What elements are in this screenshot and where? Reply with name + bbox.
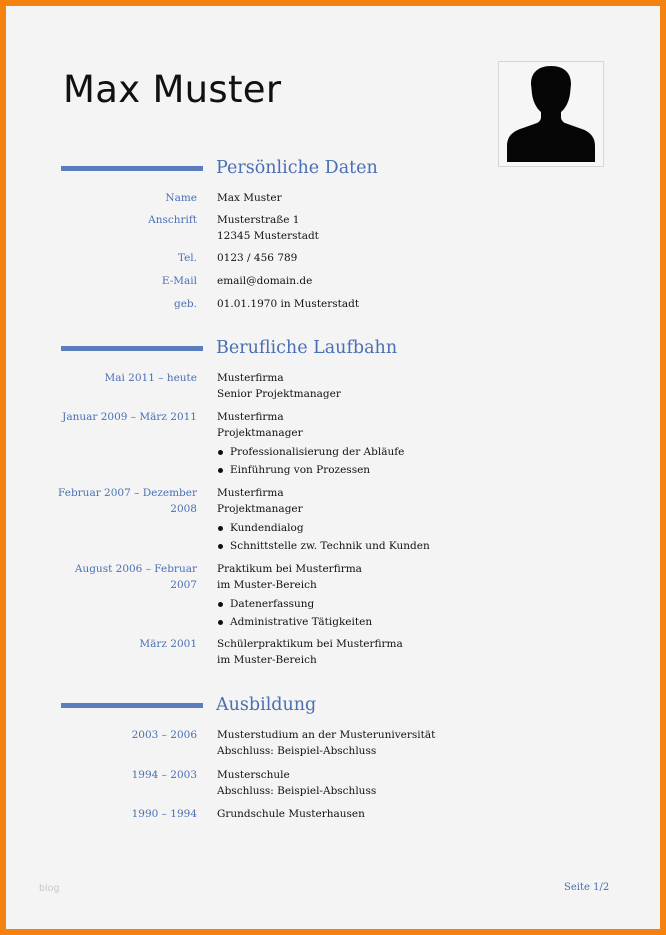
value-line: Senior Projektmanager [217,387,341,400]
list-item: Einführung von Prozessen [217,461,404,479]
value-line: Praktikum bei Musterfirma [217,563,362,575]
label-career-1: Mai 2011 – heute [104,372,197,384]
value-line: Musterstudium an der Musteruniversität [217,729,436,741]
list-item: Professionalisierung der Abläufe [217,443,404,461]
list-item: Schnittstelle zw. Technik und Kunden [217,537,430,555]
value-email [217,274,312,290]
value-line: im Muster-Bereich [217,578,317,591]
value-line: Musterfirma [217,487,284,499]
list-item: Administrative Tätigkeiten [217,613,372,631]
value-line: im Muster-Bereich [217,653,317,666]
label-career-2: Januar 2009 – März 2011 [62,411,197,423]
profile-photo [498,61,604,167]
list-item: Kundendialog [217,519,430,537]
value-line: Max Muster [217,192,282,204]
value-line: Musterschule [217,769,290,781]
list-item: Datenerfassung [217,595,372,613]
value-line: Projektmanager [217,502,303,515]
value-career-5 [217,637,403,668]
value-career-2 [217,410,404,479]
value-line: Musterfirma [217,411,284,423]
value-edu-3 [217,807,365,823]
value-phone [217,251,297,267]
label-edu-2: 1994 – 2003 [131,769,197,781]
section-title-personal: Persönliche Daten [216,158,378,178]
label-email: E-Mail [161,275,197,287]
label-edu-3: 1990 – 1994 [131,808,197,820]
value-address [217,213,319,244]
value-line: Abschluss: Beispiel-Abschluss [217,744,377,757]
section-rule-career [61,346,203,351]
value-birth [217,297,359,313]
bullet-list [217,443,404,479]
value-career-1 [217,371,341,402]
value-line: Projektmanager [217,426,303,439]
value-career-4 [217,562,372,631]
value-career-3 [217,486,430,555]
section-title-career: Berufliche Laufbahn [216,338,398,358]
value-line: 12345 Musterstadt [217,229,319,242]
label-name: Name [165,192,197,204]
value-line: email@domain.de [217,275,313,287]
person-silhouette-icon [499,62,603,166]
label-address: Anschrift [148,214,197,226]
section-title-education: Ausbildung [216,695,317,715]
label-edu-1: 2003 – 2006 [131,729,197,741]
section-rule-education [61,703,203,708]
label-phone: Tel. [177,252,197,264]
bullet-list [217,519,430,555]
applicant-name: Max Muster [63,68,282,111]
section-rule-personal [61,166,203,171]
value-line: Abschluss: Beispiel-Abschluss [217,784,377,797]
bullet-list [217,595,372,631]
value-line: 01.01.1970 in Musterstadt [217,298,360,310]
label-birth: geb. [174,298,197,310]
label-career-5: März 2001 [139,638,197,650]
value-line: Musterfirma [217,372,284,384]
value-line: Grundschule Musterhausen [217,808,365,820]
label-career-3: Februar 2007 – Dezember 2008 [58,487,197,515]
value-edu-1 [217,728,435,759]
value-line: Musterstraße 1 [217,214,300,226]
page-number: Seite 1/2 [564,882,610,893]
label-career-4: August 2006 – Februar 2007 [74,563,197,591]
value-edu-2 [217,768,376,799]
value-name [217,191,282,207]
value-line: Schülerpraktikum bei Musterfirma [217,638,403,650]
value-line: 0123 / 456 789 [217,252,298,264]
watermark-text: blog [39,883,60,894]
